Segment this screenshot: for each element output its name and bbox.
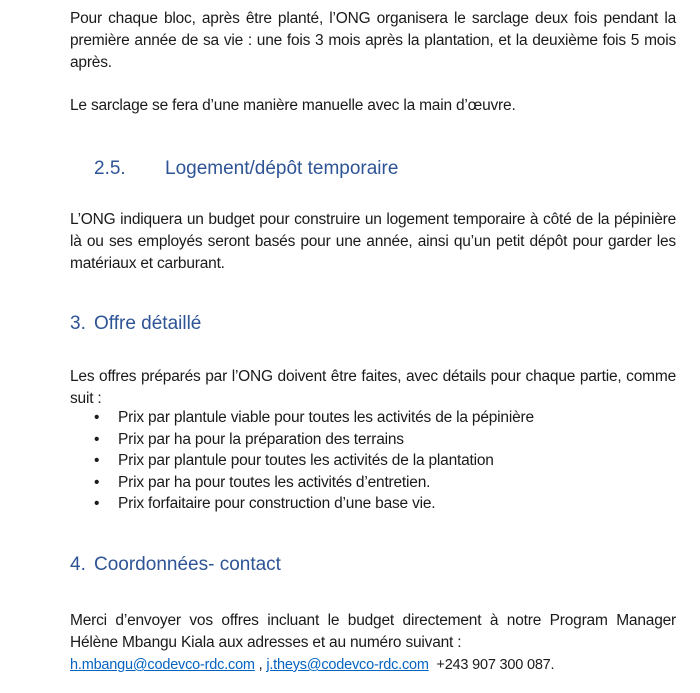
heading-number: 4. (70, 554, 86, 575)
heading-4 (70, 554, 281, 576)
email-link-mbangu[interactable]: h.mbangu@codevco-rdc.com (70, 657, 255, 673)
list-item: • Prix forfaitaire pour construction d’une base vie. (92, 493, 534, 515)
offer-items-list (92, 407, 534, 515)
bullet-icon: • (94, 452, 100, 469)
bullet-icon: • (94, 430, 100, 448)
bullet-icon: • (94, 495, 100, 512)
paragraph-offers: Les offres préparés par l’ONG doivent être faites, avec détails pour chaque partie, comme suit : (70, 368, 676, 407)
list-item: • Prix par ha pour la préparation des terrains (92, 429, 534, 451)
phone-number: +243 907 300 087. (436, 657, 555, 673)
list-item: • Prix par plantule viable pour toutes les activités de la pépinière (92, 407, 534, 429)
separator: , (254, 657, 267, 673)
email-link-theys[interactable]: j.theys@codevco-rdc.com (266, 657, 429, 673)
list-item: • Prix par ha pour toutes les activités d’entretien. (92, 472, 534, 494)
list-item: • Prix par plantule pour toutes les activités de la plantation (92, 450, 534, 472)
heading-2-5 (94, 158, 398, 180)
heading-title: Logement/dépôt temporaire (165, 158, 399, 179)
bullet-icon: • (94, 473, 100, 491)
heading-title: Coordonnées- contact (94, 554, 281, 575)
paragraph-contact: Merci d’envoyer vos offres incluant le budget directement à notre Program Manager Hélène Mbangu Kiala aux adresses et au numéro suivant : (70, 612, 676, 651)
bullet-icon: • (94, 409, 100, 426)
heading-title: Offre détaillé (94, 313, 202, 334)
heading-3 (70, 313, 201, 335)
heading-number: 2.5. (94, 158, 126, 179)
paragraph-weeding: Pour chaque bloc, après être planté, l’ONG organisera le sarclage deux fois pendant la première année de sa vie : une fois 3 mois après la plantation, et la deuxième fois 5 mois après. (70, 10, 676, 71)
heading-number: 3. (70, 313, 86, 334)
paragraph-housing: L’ONG indiquera un budget pour construire un logement temporaire à côté de la pépinière là ou ses employés seront basés pour une année, ainsi qu’un petit dépôt pour garder les matériaux et carburant. (70, 211, 676, 272)
contact-line (70, 654, 676, 676)
paragraph-manual-weeding: Le sarclage se fera d’une manière manuelle avec la main d’œuvre. (70, 97, 516, 114)
